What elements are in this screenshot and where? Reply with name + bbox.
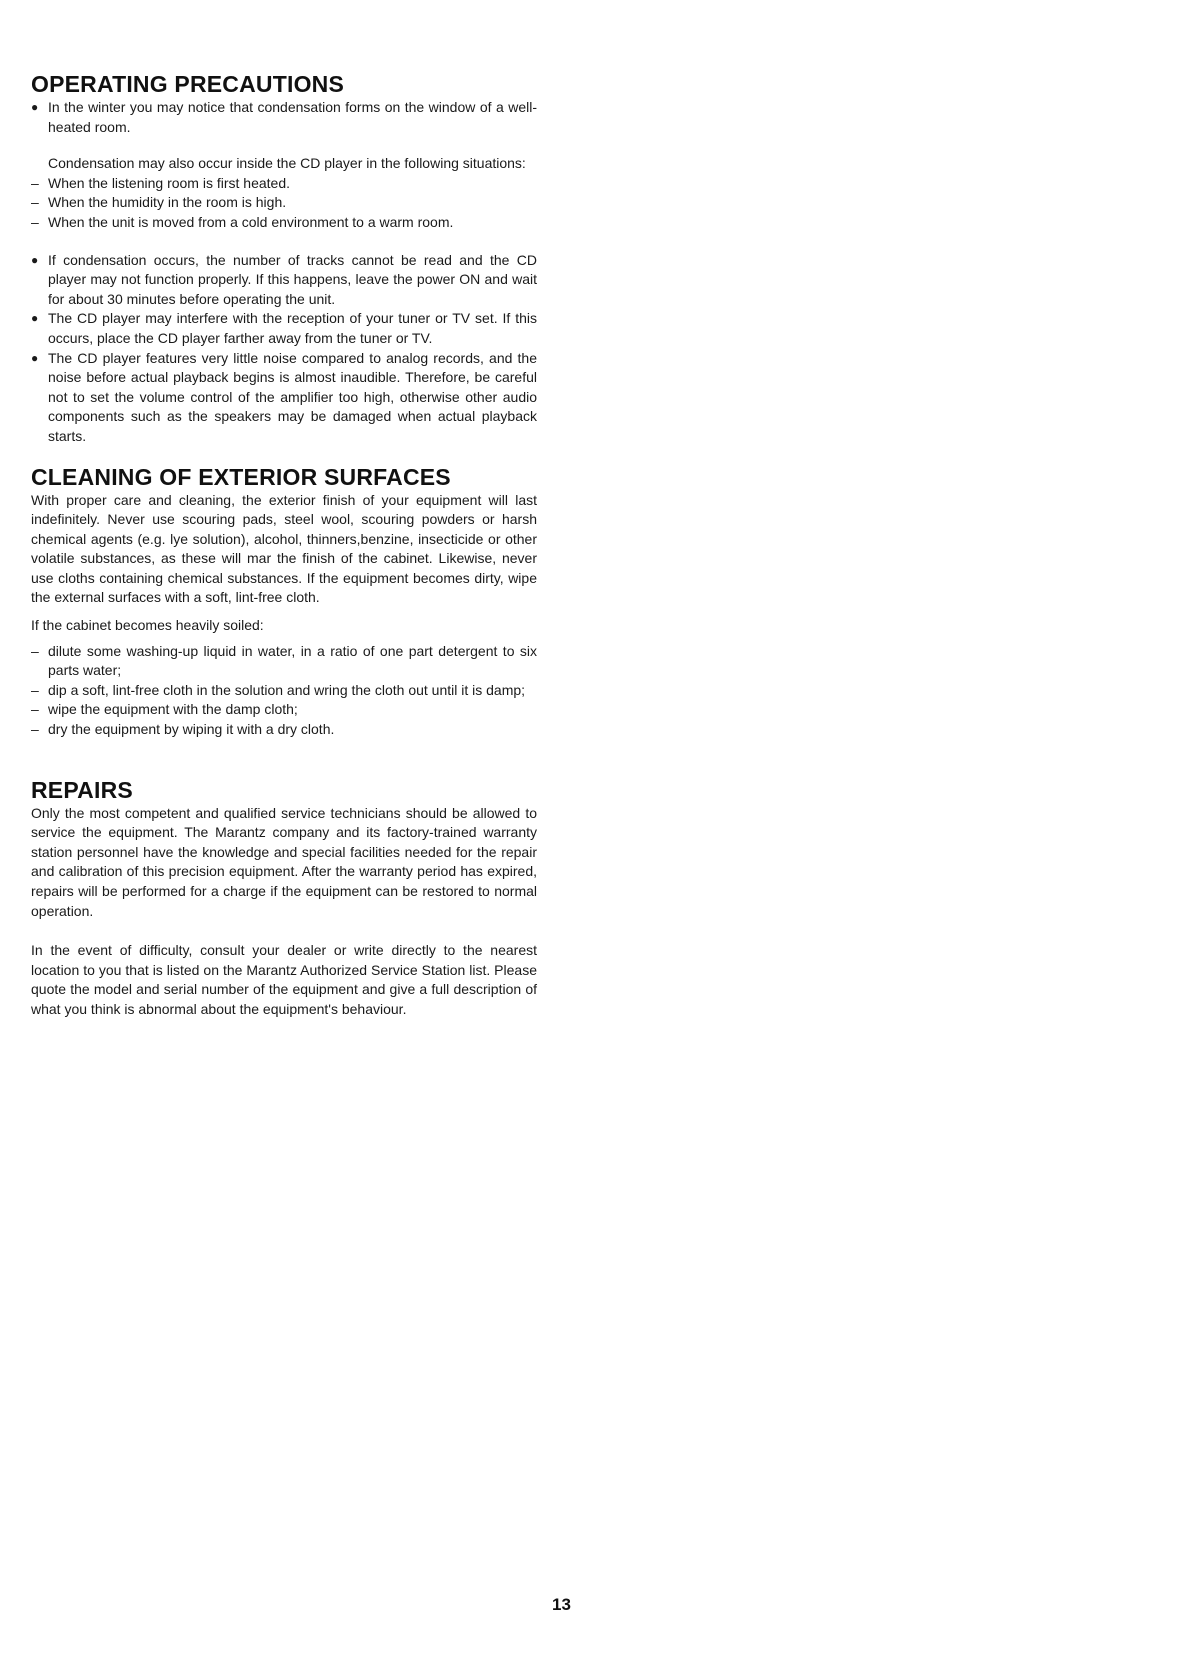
cleaning-section — [31, 463, 537, 740]
list-item-text: The CD player may interfere with the reception of your tuner or TV set. If this occurs, place the CD player farther away from the tuner or TV. — [48, 310, 537, 346]
dash-list — [31, 642, 537, 740]
list-item — [31, 251, 537, 310]
paragraph: Condensation may also occur inside the CD player in the following situations: — [48, 155, 526, 172]
bullet-icon: ● — [31, 100, 39, 114]
list-item-text: wipe the equipment with the damp cloth; — [48, 701, 298, 718]
list-item — [31, 681, 537, 701]
bullet-icon: ● — [31, 252, 39, 267]
dash-icon: – — [31, 701, 39, 718]
bullet-list — [31, 98, 537, 137]
bullet-icon: ● — [31, 311, 39, 326]
dash-icon: – — [31, 174, 39, 191]
bullet-icon: ● — [31, 350, 39, 365]
list-item — [31, 193, 537, 213]
list-item — [31, 720, 537, 740]
list-item-text: The CD player features very little noise compared to analog records, and the noise before actual playback begins is almost inaudible. Therefore, be careful not to set the volume control of the amplifier too high, otherwise other audio components such as the speakers may be damaged when actual playback starts. — [48, 349, 537, 444]
dash-icon: – — [31, 681, 39, 698]
page-content — [31, 70, 537, 1020]
paragraph: With proper care and cleaning, the exterior finish of your equipment will last indefinitely. Never use scouring pads, steel wool, scouring powders or harsh chemical agents (e.g. lye solution), alcohol, thinners,benzine, insecticide or other volatile substances, as these will mar the finish of the cabinet. Likewise, never use cloths containing chemical substances. If the equipment becomes dirty, wipe the external surfaces with a soft, lint-free cloth. — [31, 491, 537, 606]
list-item-text: When the humidity in the room is high. — [48, 194, 287, 211]
dash-icon: – — [31, 213, 39, 230]
dash-list — [31, 174, 537, 233]
dash-icon: – — [31, 721, 39, 738]
list-item-text: When the unit is moved from a cold environment to a warm room. — [48, 213, 454, 230]
page-number: 13 — [552, 1595, 571, 1614]
list-item-text: dry the equipment by wiping it with a dry cloth. — [48, 721, 335, 738]
list-item — [31, 174, 537, 194]
operating-precautions-section — [31, 70, 537, 447]
list-item — [31, 349, 537, 447]
section-heading: CLEANING OF EXTERIOR SURFACES — [31, 463, 451, 490]
list-item-text: When the listening room is first heated. — [48, 174, 291, 191]
section-heading: REPAIRS — [31, 776, 133, 803]
list-item — [31, 642, 537, 681]
list-item — [31, 700, 537, 720]
bullet-list — [31, 251, 537, 447]
section-heading: OPERATING PRECAUTIONS — [31, 71, 345, 97]
list-item — [31, 309, 537, 348]
paragraph: Only the most competent and qualified service technicians should be allowed to service the equipment. The Marantz company and its factory-trained warranty station personnel have the knowledge and special facilities needed for the repair and calibration of this precision equipment. After the warranty period has expired, repairs will be performed for a charge if the equipment can be restored to normal operation. — [31, 804, 537, 919]
list-item — [31, 98, 537, 137]
list-item-text: dilute some washing-up liquid in water, in a ratio of one part detergent to six parts water; — [48, 642, 537, 679]
list-item-text: If condensation occurs, the number of tracks cannot be read and the CD player may not function properly. If this happens, leave the power ON and wait for about 30 minutes before operating the unit. — [48, 251, 537, 307]
paragraph: If the cabinet becomes heavily soiled: — [31, 617, 264, 634]
list-item-text: In the winter you may notice that condensation forms on the window of a well-heated room. — [48, 99, 537, 135]
dash-icon: – — [31, 642, 39, 659]
list-item — [31, 213, 537, 233]
repairs-section — [31, 776, 537, 1020]
list-item-text: dip a soft, lint-free cloth in the solution and wring the cloth out until it is damp; — [48, 681, 526, 698]
dash-icon: – — [31, 194, 39, 211]
paragraph: In the event of difficulty, consult your dealer or write directly to the nearest location to you that is listed on the Marantz Authorized Service Station list. Please quote the model and serial number of the equipment and give a full description of what you think is abnormal about the equipment's behaviour. — [31, 942, 537, 1017]
